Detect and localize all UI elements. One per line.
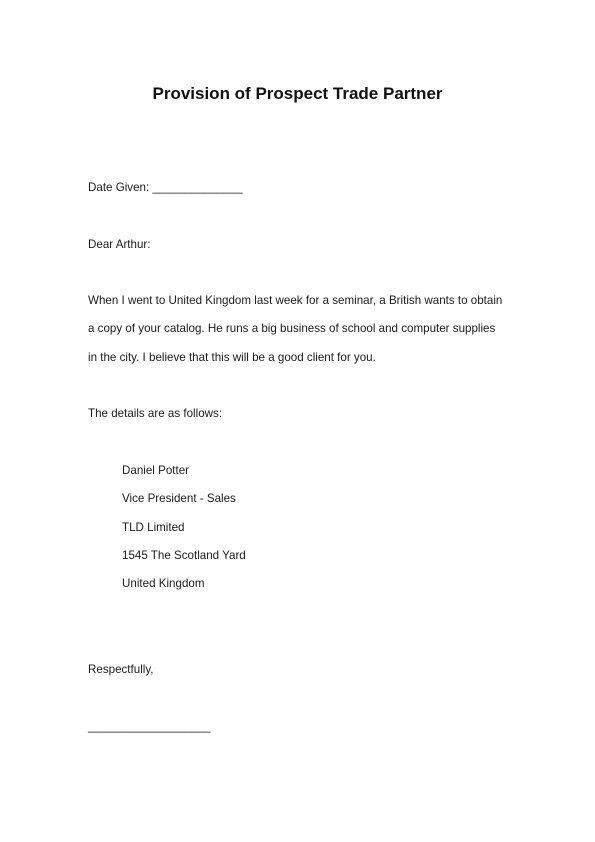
date-given-blank: ______________ [152,181,243,194]
details-intro: The details are as follows: [88,407,223,420]
date-given-label: Date Given: [88,181,150,194]
signature-line: ___________________ [88,720,211,733]
address-position: Vice President - Sales [122,492,236,505]
address-name: Daniel Potter [122,464,190,477]
document-title: Provision of Prospect Trade Partner [152,84,443,103]
address-company: TLD Limited [122,521,185,534]
body-line-2: a copy of your catalog. He runs a big business of school and computer supplies [88,322,496,335]
body-line-3: in the city. I believe that this will be a good client for you. [88,351,376,364]
address-country: United Kingdom [122,577,205,590]
date-given-line [88,181,243,195]
salutation: Dear Arthur: [88,238,151,251]
address-street: 1545 The Scotland Yard [122,549,246,562]
closing: Respectfully, [88,663,154,676]
body-line-1: When I went to United Kingdom last week for a seminar, a British wants to obtain [88,294,503,307]
